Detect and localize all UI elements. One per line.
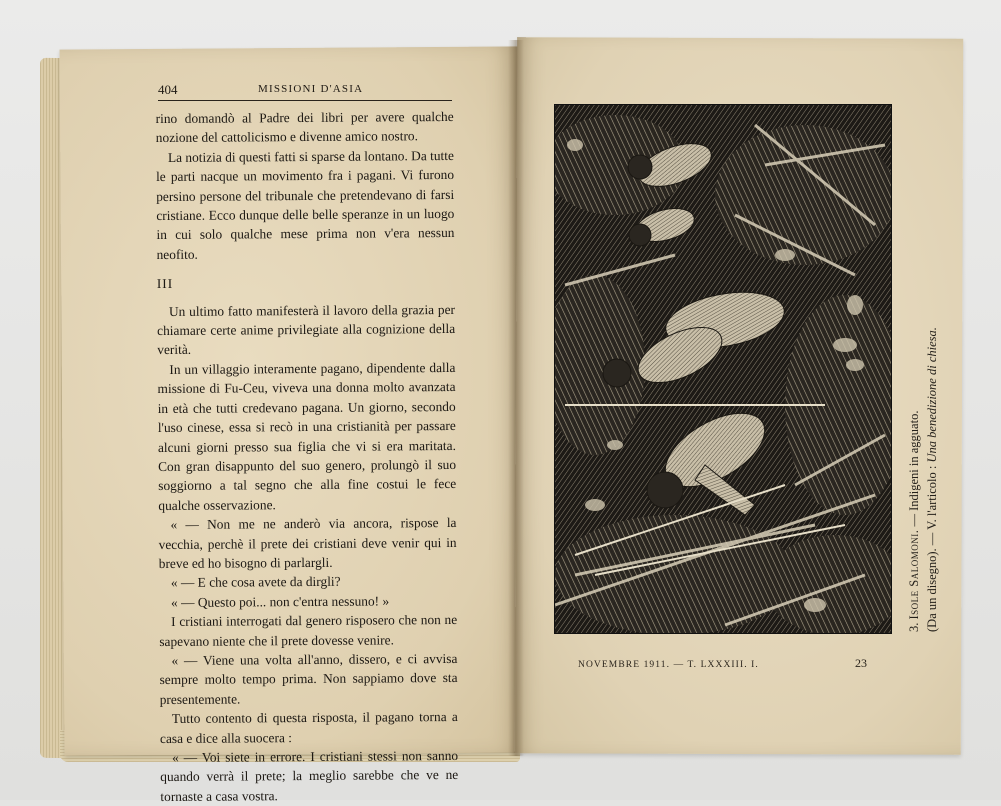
caption-article: Una benedizione di chiesa. <box>925 327 939 463</box>
caption-line-2 <box>925 104 945 632</box>
signature-line: NOVEMBRE 1911. — T. LXXXIII. I. <box>578 660 759 670</box>
dialogue-line: « — Questo poi... non c'entra nessuno! » <box>170 593 390 610</box>
paragraph: I cristiani interrogati dal genero risposero che non ne sapevano niente che il prete dovesse venire. <box>159 612 458 649</box>
running-head-title: MISSIONI D'ASIA <box>258 83 364 95</box>
page-number: 404 <box>158 82 178 97</box>
caption-line-1 <box>907 104 927 632</box>
signature-number: 23 <box>855 656 867 670</box>
dialogue-line: « — Viene una volta all'anno, dissero, e ci avvisa sempre molto tempo prima. Non sappiamo dove sta presentemente. <box>159 650 458 707</box>
paragraph: Un ultimo fatto manifesterà il lavoro della grazia per chiamare certe anime privilegiate alla cognizione della verità. <box>157 301 456 358</box>
dialogue-line: « — Non me ne anderò via ancora, rispose la vecchia, perchè il prete dei cristiani deve venir qui in breve ed ho bisogno di parlargli. <box>158 515 457 571</box>
illustration-caption <box>897 104 943 632</box>
caption-title: Indigeni in agguato. <box>907 410 921 511</box>
paragraph: rino domandò al Padre dei libri per avere qualche nozione del cattolicismo e divenne amico nostro. <box>155 108 454 146</box>
paragraph: La notizia di questi fatti si sparse da lontano. Da tutte le parti nacque un movimento fra i pagani. Vi furono persino persone del tribunale che pretendevano di farsi cristiane. Ecco dunque delle belle speranze in un luogo in cui solo qualche mese prima non v'era nessun neofito. <box>155 147 455 262</box>
left-page-text <box>156 107 459 806</box>
section-number: III <box>156 276 174 292</box>
caption-reference: — V. l'articolo : <box>925 465 939 546</box>
book-gutter <box>508 40 524 756</box>
caption-dash: — <box>907 514 921 527</box>
dialogue-line: « — E che cosa avete da dirgli? <box>170 574 341 591</box>
caption-number: 3. <box>907 622 921 632</box>
engraving-illustration <box>554 104 892 634</box>
caption-author: Isole Salomoni. <box>907 529 921 620</box>
dialogue-line: « — Voi siete in errore. I cristiani stessi non sanno quando verrà il prete; la meglio sarebbe che ve ne tornaste a casa vostra. <box>160 747 459 804</box>
caption-source: (Da un disegno). <box>925 548 939 632</box>
paragraph: In un villaggio interamente pagano, dipendente dalla missione di Fu-Ceu, viveva una donna molto avanzata in età che tutti credevano pagana. Un giorno, secondo l'uso cinese, essa si recò in una cristianità per passare alcuni giorni presso sua figlia che vi si era maritata. Con gran disappunto del suo genero, prolungò il suo soggiorno a tal segno che alla fine costui le fece qualche osservazione. <box>157 359 457 513</box>
running-head <box>158 80 452 101</box>
paragraph: Tutto contento di questa risposta, il pagano torna a casa e dice alla suocera : <box>159 709 458 746</box>
